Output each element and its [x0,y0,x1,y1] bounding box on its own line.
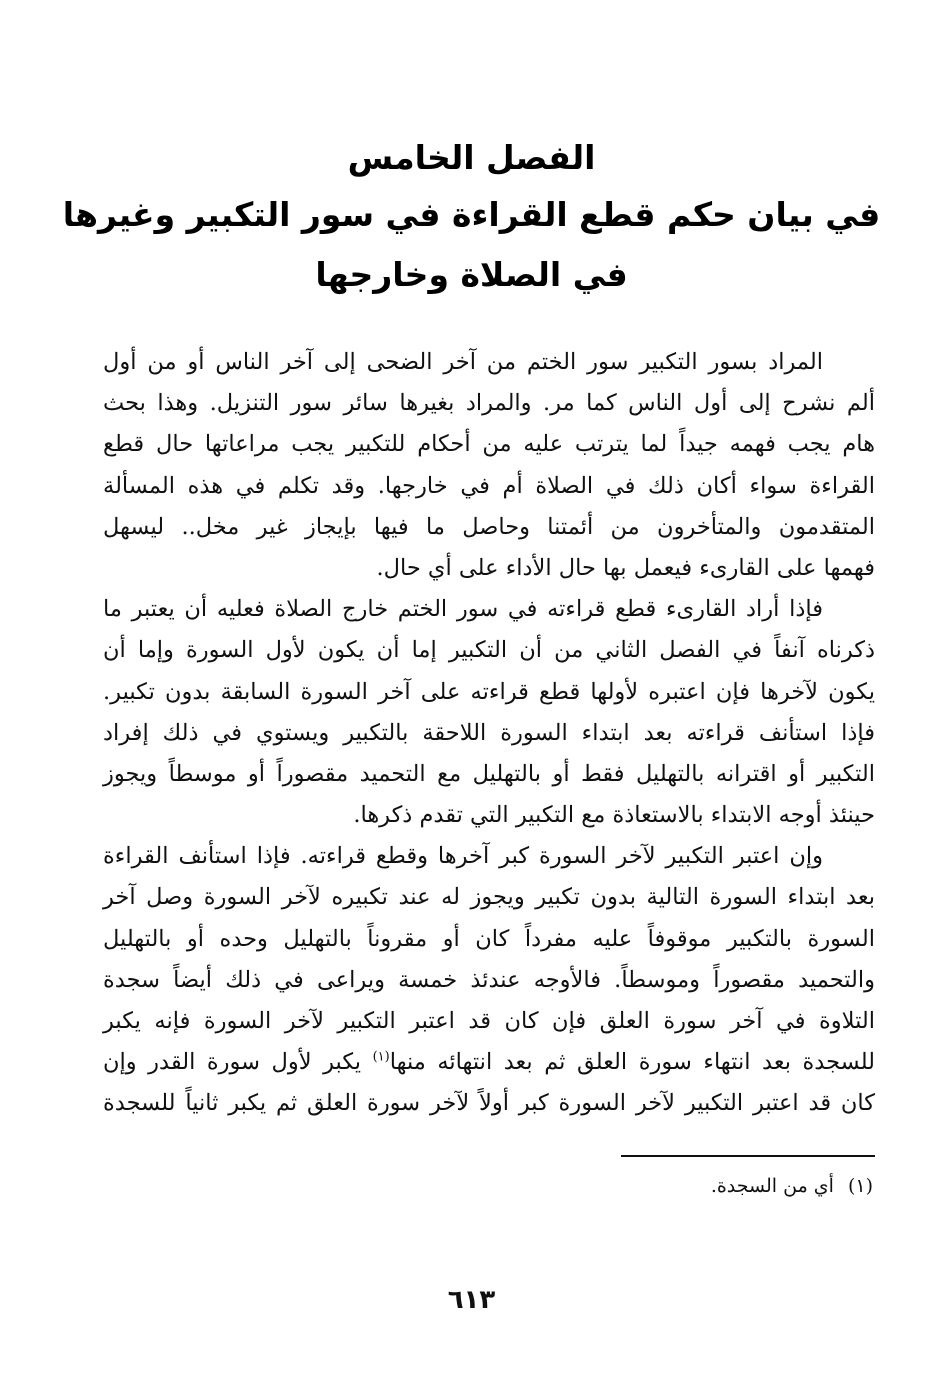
body-line: حينئذ أوجه الابتداء بالاستعاذة مع التكبير التي تقدم ذكرها. [353,802,875,829]
body-line-tail: يكبر لأول سورة القدر وإن [103,1049,362,1076]
body-line: السورة بالتكبير موقوفاً عليه مفرداً كان أو مقروناً بالتهليل وحده أو بالتهليل [103,925,875,952]
body-line: القراءة سواء أكان ذلك في الصلاة أم في خارجها. وقد تكلم في هذه المسألة [103,472,875,499]
body-line: المتقدمون والمتأخرون من أئمتنا وحاصل ما فيها بإيجاز غير مخل.. ليسهل [103,513,875,540]
body-line: فهمها على القارىء فيعمل بها حال الأداء على أي حال. [376,554,875,581]
footnote-number: (١) [847,1175,873,1197]
body-line: فإذا استأنف قراءته بعد ابتداء السورة اللاحقة بالتكبير ويستوي في ذلك إفراد [103,719,875,746]
chapter-title: الفصل الخامس [347,138,596,177]
body-line: يكون لآخرها فإن اعتبره لأولها قطع قراءته على آخر السورة السابقة بدون تكبير. [103,678,875,705]
body-line: ألم نشرح إلى أول الناس كما مر. والمراد بغيرها سائر سور التنزيل. وهذا بحث [103,390,875,417]
body-line: بعد ابتداء السورة التالية بدون تكبير ويجوز له عند تكبيره لآخر السورة وصل آخر [103,884,875,911]
body-line: والتحميد مقصوراً وموسطاً. فالأوجه عندئذ خمسة ويراعى في ذلك أيضاً سجدة [103,966,876,993]
footnote [711,1175,873,1197]
footnote-text: أي من السجدة. [710,1175,834,1197]
body-line: وإن اعتبر التكبير لآخر السورة كبر آخرها وقطع قراءته. فإذا استأنف القراءة [103,843,823,870]
body-line: هام يجب فهمه جيداً لما يترتب عليه من أحكام للتكبير يجب مراعاتها حال قطع [103,431,875,458]
chapter-subtitle-line-1: في بيان حكم قطع القراءة في سور التكبير وغيرها [62,195,881,234]
body-line-head: للسجدة بعد انتهاء سورة العلق ثم بعد انتهائه منها [389,1049,875,1076]
footnote-separator [621,1155,875,1157]
body-line: المراد بسور التكبير سور الختم من آخر الضحى إلى آخر الناس أو من أول [103,349,823,375]
body-line: فإذا أراد القارىء قطع قراءته في سور الختم خارج الصلاة فعليه أن يعتبر ما [103,596,823,623]
body-line: التلاوة في آخر سورة العلق فإن كان قد اعتبر التكبير لآخر السورة فإنه يكبر [103,1008,875,1034]
body-line: ذكرناه آنفاً في الفصل الثاني من أن التكبير إما أن يكون لأول السورة وإما أن [103,637,875,664]
footnote-marker: (١) [372,1049,390,1065]
body-line: كان قد اعتبر التكبير لآخر السورة كبر أولاً لآخر سورة العلق ثم يكبر ثانياً للسجدة [103,1090,875,1117]
chapter-subtitle-line-2: في الصلاة وخارجها [315,255,628,294]
body-line-with-footnote [103,1042,875,1083]
body-line: التكبير أو اقترانه بالتهليل فقط أو بالتهليل مع التحميد مقصوراً أو موسطاً ويجوز [103,760,875,787]
body-text [103,342,875,1125]
page-number: ٦١٣ [447,1285,496,1315]
